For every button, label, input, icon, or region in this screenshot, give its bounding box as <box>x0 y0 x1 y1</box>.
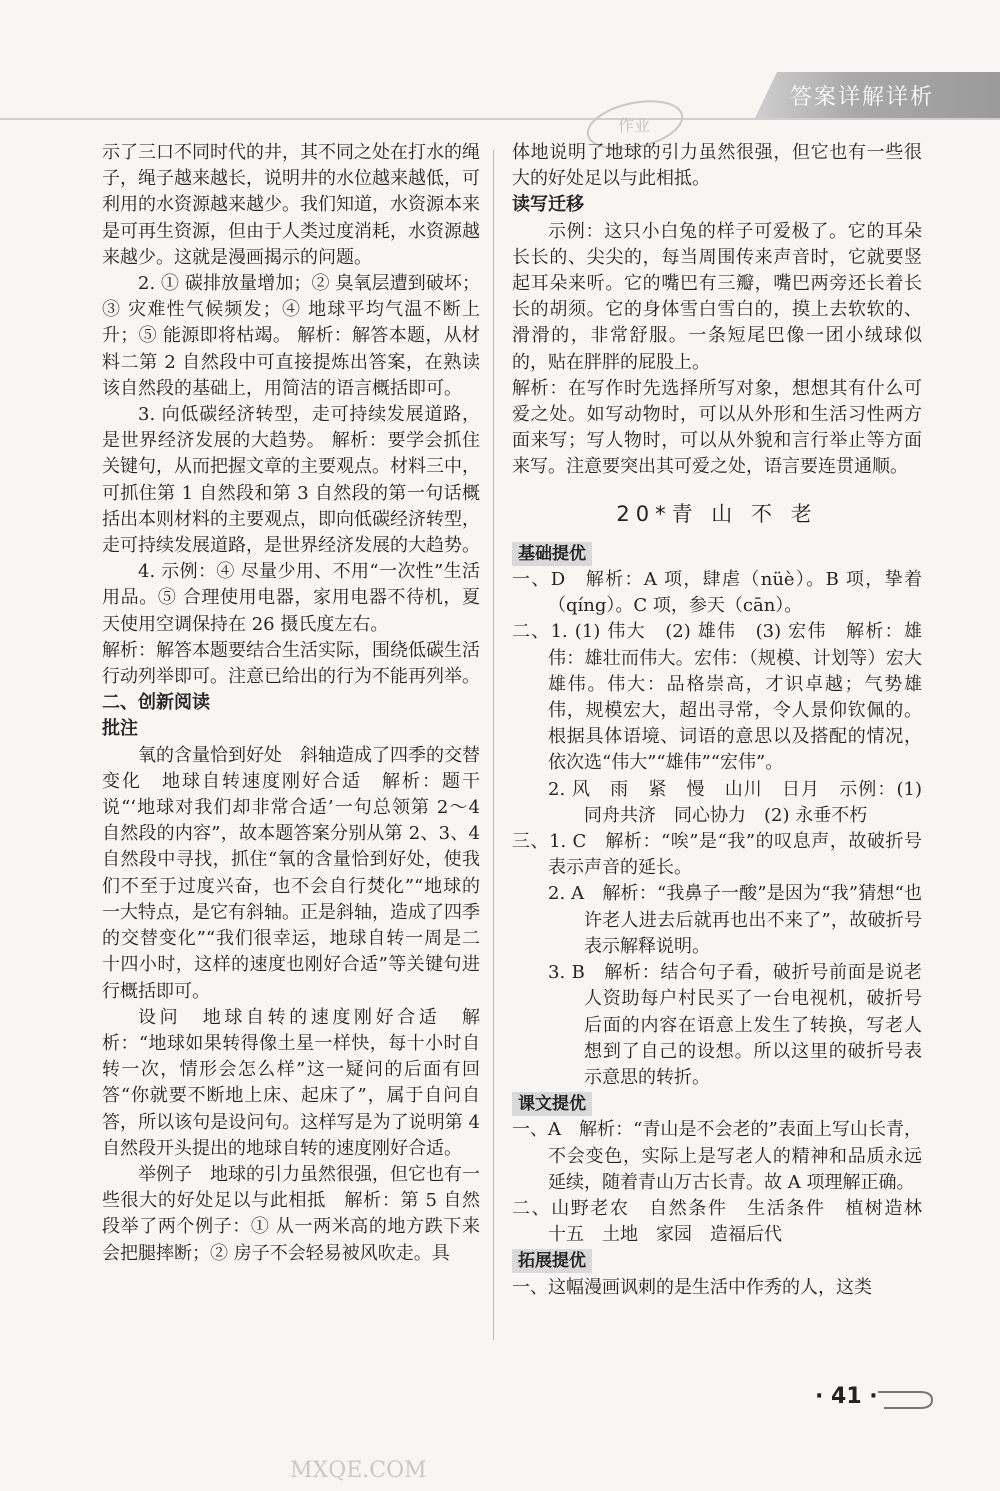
read-write-analysis: 解析：在写作时先选择所写对象，想想其有什么可爱之处。如写动物时，可以从外形和生活习性两方面来写；写人物时，可以从外貌和言行举止等方面来写。注意要突出其可爱之处，语言要连贯通顺。 <box>512 377 922 478</box>
left-answer-3: 3. 向低碳经济转型，走可持续发展道路，是世界经济发展的大趋势。 解析：要学会抓住关键句，从而把握文章的主要观点。材料三中，可抓住第 1 自然段和第 3 自然段的第一句话概括出本则材料的主要观点，即向低碳经济转型，走可持续发展道路，是世界经济发展的大趋势。 <box>102 404 480 557</box>
subheading-read-write: 读写迁移 <box>512 194 584 216</box>
left-answer-2: 2. ① 碳排放量增加；② 臭氧层遭到破坏；③ 灾难性气候频发；④ 地球平均气温不断上升；⑤ 能源即将枯竭。 解析：解答本题，从材料二第 2 自然段中可直接提炼出答案，在熟读该自然段的基础上，用简洁的语言概括即可。 <box>102 273 480 399</box>
basic-q3-2: 2. A 解析：“我鼻子一酸”是因为“我”猜想“也许老人进去后就再也出不来了”，故破折号表示解释说明。 <box>548 883 922 957</box>
read-write-example: 示例：这只小白兔的样子可爱极了。它的耳朵长长的、尖尖的，每当周围传来声音时，它就要竖起耳朵来听。它的嘴巴有三瓣，嘴巴两旁还长着长长的胡须。它的身体雪白雪白的，摸上去软软的、滑滑的，非常舒服。一条短尾巴像一团小绒球似的，贴在胖胖的屁股上。 <box>512 220 922 373</box>
tag-extension: 拓展提优 <box>512 1249 592 1273</box>
right-column <box>512 140 940 1301</box>
page-number: · 41 · <box>815 1384 878 1409</box>
left-column <box>102 140 480 1267</box>
tag-basic: 基础提优 <box>512 542 592 566</box>
tag-text: 课文提优 <box>512 1092 592 1116</box>
extension-q1: 一、这幅漫画讽刺的是生活中作秀的人，这类 <box>512 1276 872 1298</box>
header-rule <box>0 118 1000 120</box>
right-continuation: 体地说明了地球的引力虽然很强，但它也有一些很大的好处足以与此相抵。 <box>512 142 922 190</box>
lesson-title: 20*青 山 不 老 <box>616 501 818 526</box>
left-para-1: 示了三口不同时代的井，其不同之处在打水的绳子，绳子越来越长，说明井的水位越来越低，可利用的水资源越来越少。我们知道，水资源本来是可再生资源，但由于人类过度消耗，水资源越来越少。这就是漫画揭示的问题。 <box>102 142 480 268</box>
basic-q3-3: 3. B 解析：结合句子看，破折号前面是说老人资助每户村民买了一台电视机，破折号后面的内容在语意上发生了转换，写老人想到了自己的设想。所以这里的破折号表示意思的转折。 <box>548 962 922 1088</box>
left-annotation-1: 氧的含量恰到好处 斜轴造成了四季的交替变化 地球自转速度刚好合适 解析：题干说“‘地球对我们却非常合适’一句总领第 2～4 自然段的内容”，故本题答案分别从第 2、3、4 自然段中寻找，抓住“氧的含量恰到好处，使我们不至于过度兴奋，也不会自行焚化”“地球的一大特点，是它有斜轴。正是斜轴，造成了四季的交替变化”“我们很幸运，地球自转一周是二十四小时，这样的速度也刚好合适”等关键句进行概括即可。 <box>102 744 480 1002</box>
header-title: 答案详解详析 <box>790 85 935 110</box>
watermark-text: MXQE.COM <box>290 1458 427 1483</box>
basic-q3-1: 三、1. C 解析：“唉”是“我”的叹息声，故破折号表示声音的延长。 <box>512 831 922 879</box>
left-answer-4: 4. 示例：④ 尽量少用、不用“一次性”生活用品。⑤ 合理使用电器，家用电器不待机，夏天使用空调保持在 26 摄氏度左右。 <box>102 561 480 635</box>
basic-q1: 一、D 解析：A 项，肆虐（nüè）。B 项，挚着（qíng）。C 项，参天（cān）。 <box>512 569 922 617</box>
basic-q2-2: 2. 风 雨 紧 慢 山川 日月 示例：(1) 同舟共济 同心协力 (2) 永垂不朽 <box>548 778 922 826</box>
page-tab-icon <box>876 1380 936 1410</box>
section-heading-innovative-reading: 二、创新阅读 <box>102 692 210 714</box>
left-annotation-2: 设问 地球自转的速度刚好合适 解析：“地球如果转得像土星一样快，每十小时自转一次，情形会怎么样”这一疑问的后面有回答“你就要不断地上床、起床了”，属于自问自答，所以该句是设问句。这样写是为了说明第 4 自然段开头提出的地球自转的速度刚好合适。 <box>102 1006 480 1159</box>
column-divider <box>493 150 494 1340</box>
left-annotation-3: 举例子 地球的引力虽然很强，但它也有一些很大的好处足以与此相抵 解析：第 5 自然段举了两个例子：① 从一两米高的地方跌下来会把腿摔断；② 房子不会轻易被风吹走。具 <box>102 1163 480 1264</box>
text-q2: 二、山野老农 自然条件 生活条件 植树造林 十五 土地 家园 造福后代 <box>512 1197 940 1246</box>
subheading-annotation: 批注 <box>102 718 138 740</box>
text-q1: 一、A 解析：“青山是不会老的”表面上写山长青，不会变色，实际上是写老人的精神和品质永远延续，随着青山万古长青。故 A 项理解正确。 <box>512 1119 922 1193</box>
left-analysis-4: 解析：解答本题要结合生活实际，围绕低碳生活行动列举即可。注意已给出的行为不能再列举。 <box>102 639 480 688</box>
stamp-label: 作业 <box>618 116 651 135</box>
basic-q2-1: 二、1. (1) 伟大 (2) 雄伟 (3) 宏伟 解析：雄伟：雄壮而伟大。宏伟：（规模、计划等）宏大雄伟。伟大：品格崇高，才识卓越；气势雄伟，规模宏大，超出寻常，令人景仰钦佩的。根据具体语境、词语的意思以及搭配的情况，依次选“伟大”“雄伟”“宏伟”。 <box>512 621 922 774</box>
